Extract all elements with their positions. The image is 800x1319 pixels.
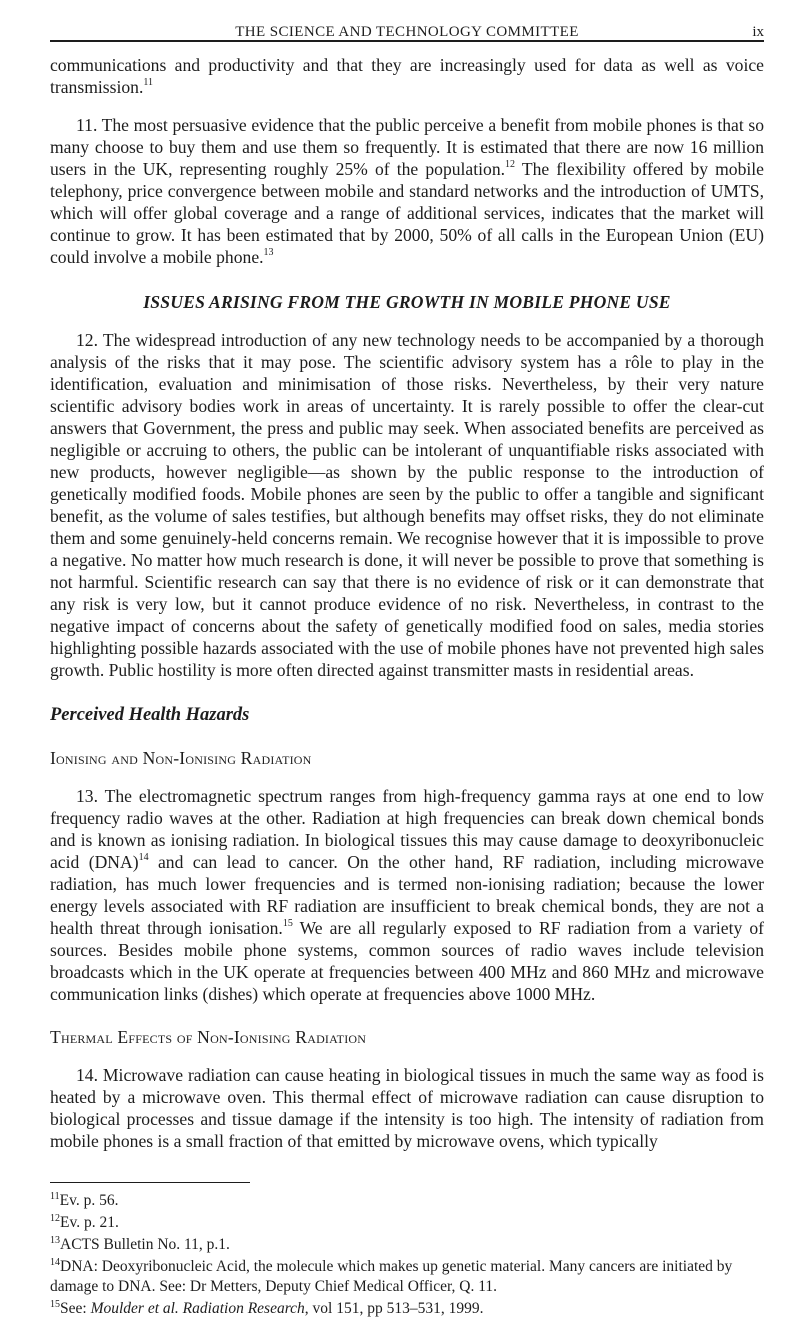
paragraph-12: 12. The widespread introduction of any new technology needs to be accompanied by a thorough analysis of the risks that it may pose. The scientific advisory system has a rôle to play in the identification, evaluation and minimisation of those risks. Nevertheless, by their very nature scientific advisory bodies work in areas of uncertainty. It is rarely possible to offer the clear-cut answers that Government, the press and public may seek. When associated benefits are perceived as negligible or accruing to others, the public can be intolerant of unquantifiable risks associated with new products, however negligible—as shown by the public response to the introduction of genetically modified foods. Mobile phones are seen by the public to offer a tangible and significant benefit, as the volume of sales testifies, but although benefits may offset risks, they do not eliminate them and some genuinely-held concerns remain. We recognise however that it is impossible to prove a negative. No matter how much research is done, it will never be possible to prove that something is not harmful. Scientific research can say that there is no evidence of risk or it can demonstrate that any risk is very low, but it cannot produce evidence of no risk. Nevertheless, in contrast to the negative impact of concerns about the safety of genetically modified food on sales, media stories highlighting possible hazards associated with the use of mobile phones have not prevented high sales growth. Public hostility is more often directed against transmitter masts in residential areas. (50, 330, 764, 680)
footnote-ref-13[interactable]: 13 (263, 247, 274, 258)
continuation-text: communications and productivity and that they are increasingly used for data as well as voice transmission. (50, 55, 764, 97)
running-head (50, 0, 764, 38)
footnote-ref-11[interactable]: 11 (143, 77, 153, 88)
footnote-number: 12 (50, 1213, 60, 1224)
footnote-number: 13 (50, 1235, 60, 1246)
footnotes (50, 1191, 764, 1319)
paragraph-14: 14. Microwave radiation can cause heating in biological tissues in much the same way as food is heated by a microwave oven. This thermal effect of microwave radiation can cause disruption to biological processes and tissue damage if the intensity is too high. The intensity of radiation from mobile phones is a small fraction of that emitted by microwave ovens, which typically (50, 1065, 764, 1151)
footnote-12 (50, 1213, 764, 1233)
footnote-14 (50, 1257, 764, 1297)
footnote-ref-15[interactable]: 15 (282, 918, 293, 929)
footnote-13 (50, 1235, 764, 1255)
footnote-ref-14[interactable]: 14 (138, 852, 149, 863)
footnote-11 (50, 1191, 764, 1211)
subsection-ionising-radiation: Ionising and Non-Ionising Radiation (50, 748, 312, 768)
footnote-number: 15 (50, 1299, 60, 1310)
footnote-text: ACTS Bulletin No. 11, p.1. (60, 1236, 230, 1253)
footnote-ref-12[interactable]: 12 (505, 159, 516, 170)
continuation-paragraph (50, 54, 764, 98)
running-head-title: THE SCIENCE AND TECHNOLOGY COMMITTEE (235, 24, 579, 40)
footnote-15 (50, 1299, 764, 1319)
footnote-text-post: , vol 151, pp 513–531, 1999. (304, 1300, 484, 1317)
paragraph-11-text-a: 11. The most persuasive evidence that the public perceive a benefit from mobile phones is that so many choose to buy them and use them so frequently. It is estimated that there are now 16 million users in the UK, representing roughly 25% of the population. (50, 115, 764, 179)
subheading-perceived-health-hazards: Perceived Health Hazards (50, 705, 250, 725)
paragraph-13-text-a: 13. The electromagnetic spectrum ranges from high-frequency gamma rays at one end to low frequency radio waves at the other. Radiation at high frequencies can break down chemical bonds and is known as ionising radiation. In biological tissues this may cause damage to deoxyribonucleic acid (DNA) (50, 786, 764, 872)
paragraph-13-text-b: and can lead to cancer. On the other hand, RF radiation, including microwave radiation, has much lower frequencies and is termed non-ionising radiation; because the lower energy levels associated with RF radiation are insufficient to break chemical bonds, they are not a health threat through ionisation. (50, 852, 764, 938)
footnote-number: 14 (50, 1257, 60, 1268)
paragraph-11-text-b: The flexibility offered by mobile telephony, price convergence between mobile and standard networks and the introduction of UMTS, which will offer global coverage and a range of additional services, indicates that the market will continue to grow. It has been estimated that by 2000, 50% of all calls in the European Union (EU) could involve a mobile phone. (50, 159, 764, 267)
footnote-text: Ev. p. 21. (60, 1214, 119, 1231)
paragraph-13 (50, 785, 764, 1005)
subsection-thermal-effects: Thermal Effects of Non-Ionising Radiation (50, 1027, 367, 1047)
footnote-text: DNA: Deoxyribonucleic Acid, the molecule which makes up genetic material. Many cancers are initiated by damage to DNA. See: Dr Metters, Deputy Chief Medical Officer, Q. 11. (50, 1258, 733, 1295)
page-number: ix (752, 24, 764, 40)
footnote-citation-title: Moulder et al. Radiation Research (90, 1300, 305, 1317)
footnote-text: Ev. p. 56. (59, 1192, 119, 1209)
footnote-number: 11 (50, 1191, 60, 1202)
section-heading: ISSUES ARISING FROM THE GROWTH IN MOBILE PHONE USE (143, 292, 671, 312)
paragraph-13-text-c: We are all regularly exposed to RF radiation from a variety of sources. Besides mobile phone systems, common sources of radio waves include television broadcasts which in the UK operate at frequencies between 400 MHz and 860 MHz and microwave communication links (dishes) which operate at frequencies above 1000 MHz. (50, 918, 764, 1004)
footnote-text-pre: See: (60, 1300, 91, 1317)
footnote-rule (50, 1182, 250, 1183)
paragraph-11 (50, 114, 764, 268)
